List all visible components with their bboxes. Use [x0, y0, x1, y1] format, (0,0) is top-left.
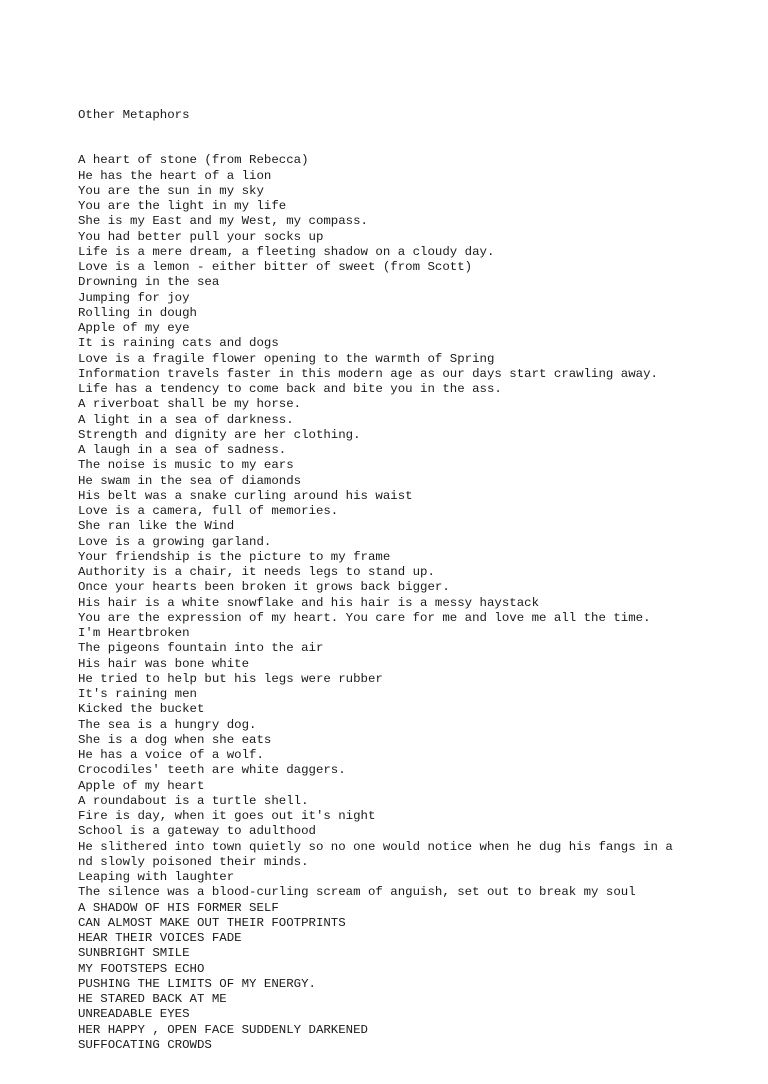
text-line: Rolling in dough — [78, 305, 197, 320]
text-line: You are the sun in my sky — [78, 183, 264, 198]
text-line: HEAR THEIR VOICES FADE — [78, 931, 242, 945]
text-line: He slithered into town quietly so no one would notice when he dug his fangs in a — [78, 839, 673, 854]
text-line: Strength and dignity are her clothing. — [78, 427, 361, 442]
text-line: His hair was bone white — [78, 656, 250, 671]
text-line: HE STARED BACK AT ME — [78, 992, 227, 1006]
text-line: The sea is a hungry dog. — [78, 717, 257, 732]
text-line: A heart of stone (from Rebecca) — [78, 153, 309, 168]
text-line: Fire is day, when it goes out it's night — [78, 809, 376, 823]
text-line: A roundabout is a turtle shell. — [78, 793, 309, 808]
text-line: You had better pull your socks up — [78, 229, 324, 244]
text-line: It's raining men — [78, 687, 197, 701]
text-line: Love is a growing garland. — [78, 534, 272, 549]
text-line: The noise is music to my ears — [78, 458, 294, 473]
document-text — [78, 77, 718, 1084]
text-line: The pigeons fountain into the air — [78, 641, 324, 656]
text-line: She is my East and my West, my compass. — [78, 214, 368, 229]
text-line: He tried to help but his legs were rubber — [78, 671, 383, 686]
text-line: You are the light in my life — [78, 199, 287, 213]
text-line: PUSHING THE LIMITS OF MY ENERGY. — [78, 976, 316, 991]
text-line: nd slowly poisoned their minds. — [78, 854, 309, 869]
text-line: Once your hearts been broken it grows back bigger. — [78, 580, 450, 595]
text-line: Love is a camera, full of memories. — [78, 504, 339, 518]
text-line: Love is a lemon - either bitter of sweet (from Scott) — [78, 260, 473, 274]
text-line: Drowning in the sea — [78, 275, 220, 290]
text-line: His belt was a snake curling around his waist — [78, 488, 413, 503]
text-line: His hair is a white snowflake and his hair is a messy haystack — [78, 595, 540, 610]
text-line: Authority is a chair, it needs legs to stand up. — [78, 565, 435, 579]
text-line: He has the heart of a lion — [78, 168, 272, 183]
text-line: School is a gateway to adulthood — [78, 824, 316, 839]
text-line: Life is a mere dream, a fleeting shadow on a cloudy day. — [78, 244, 495, 259]
document-lines — [78, 153, 718, 1053]
text-line: She is a dog when she eats — [78, 732, 272, 747]
document-title: Other Metaphors — [78, 107, 190, 122]
text-line: He swam in the sea of diamonds — [78, 473, 302, 488]
text-line: The silence was a blood-curling scream of anguish, set out to break my soul — [78, 885, 636, 900]
text-line: SUNBRIGHT SMILE — [78, 946, 190, 961]
text-line: A SHADOW OF HIS FORMER SELF — [78, 900, 279, 915]
text-line: UNREADABLE EYES — [78, 1007, 190, 1022]
text-line: Your friendship is the picture to my frame — [78, 549, 391, 564]
text-line: HER HAPPY , OPEN FACE SUDDENLY DARKENED — [78, 1022, 368, 1037]
text-line: CAN ALMOST MAKE OUT THEIR FOOTPRINTS — [78, 915, 346, 930]
text-line: MY FOOTSTEPS ECHO — [78, 961, 205, 976]
text-line: Life has a tendency to come back and bite you in the ass. — [78, 382, 502, 396]
text-line: Crocodiles' teeth are white daggers. — [78, 763, 346, 778]
text-line: A laugh in a sea of sadness. — [78, 443, 287, 457]
text-line: Love is a fragile flower opening to the warmth of Spring — [78, 351, 495, 366]
text-line: SUFFOCATING CROWDS — [78, 1037, 212, 1052]
text-line: She ran like the Wind — [78, 519, 235, 534]
text-line: Kicked the bucket — [78, 702, 205, 717]
text-line: Jumping for joy — [78, 290, 190, 305]
text-line: Apple of my eye — [78, 321, 190, 335]
text-line: A riverboat shall be my horse. — [78, 397, 302, 412]
text-line: He has a voice of a wolf. — [78, 748, 264, 762]
text-line: A light in a sea of darkness. — [78, 412, 294, 427]
text-line: I'm Heartbroken — [78, 626, 190, 640]
text-line: Leaping with laughter — [78, 870, 235, 884]
text-line: You are the expression of my heart. You care for me and love me all the time. — [78, 610, 651, 625]
text-line: It is raining cats and dogs — [78, 336, 279, 351]
text-line: Apple of my heart — [78, 778, 205, 793]
text-line: Information travels faster in this modern age as our days start crawling away. — [78, 366, 658, 381]
